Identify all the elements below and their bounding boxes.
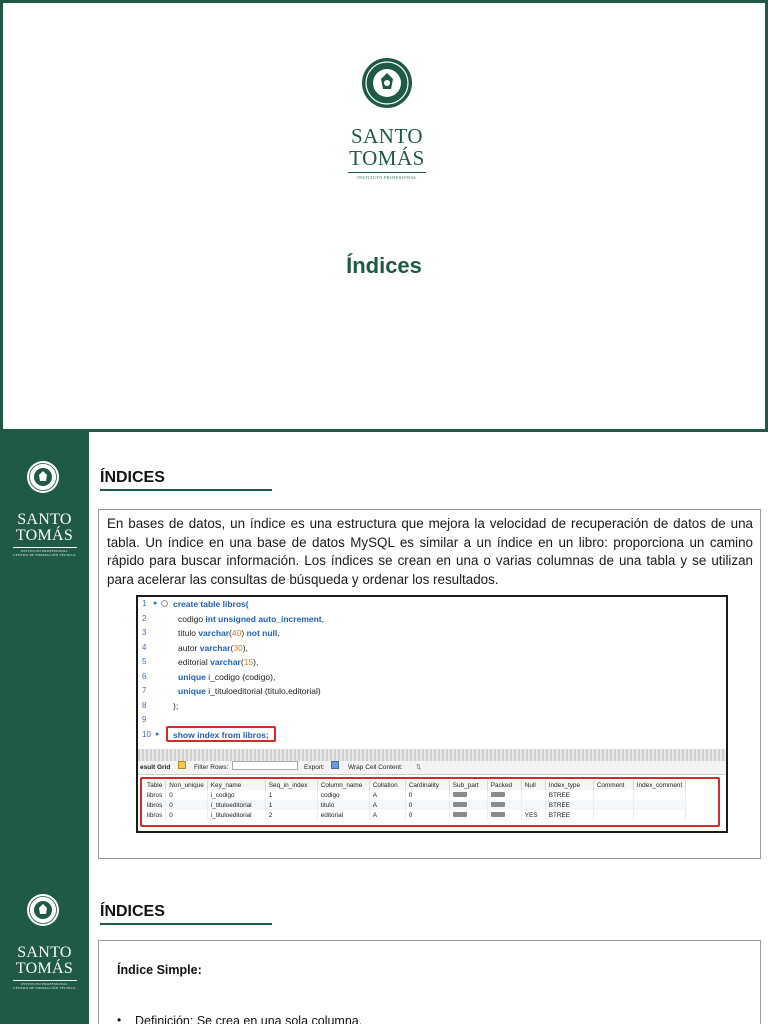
sidebar-brand — [0, 945, 89, 990]
table-cell[interactable] — [633, 810, 685, 820]
column-header[interactable]: Seq_in_index — [265, 780, 317, 790]
code-text: show index from libros; — [173, 729, 269, 740]
santo-tomas-logo — [337, 57, 437, 180]
column-header[interactable]: Cardinality — [405, 780, 449, 790]
table-header-row — [144, 780, 686, 790]
null-blob-icon — [491, 792, 505, 797]
code-text: unique i_codigo (codigo), — [178, 671, 276, 682]
table-cell[interactable]: i_tituloeditorial — [207, 810, 265, 820]
table-cell[interactable]: codigo — [317, 790, 369, 800]
result-toolbar — [138, 761, 726, 775]
column-header[interactable]: Sub_part — [449, 780, 487, 790]
sidebar-brand-sub-2: CENTRO DE FORMACIÓN TÉCNICA — [13, 985, 76, 990]
table-row[interactable] — [144, 800, 686, 810]
code-text: editorial varchar(15), — [178, 657, 259, 667]
content-box — [98, 509, 761, 859]
null-blob-icon — [491, 812, 505, 817]
grid-icon[interactable] — [178, 761, 186, 769]
heading-underline — [100, 489, 272, 491]
code-text: create table libros( — [173, 599, 249, 609]
table-cell[interactable]: A — [369, 800, 405, 810]
null-blob-cell[interactable] — [487, 810, 521, 820]
result-grid-tab[interactable]: esult Grid — [140, 764, 171, 771]
fold-toggle-icon — [161, 600, 168, 607]
filter-rows-input[interactable] — [232, 761, 298, 770]
sidebar-brand-line-2: TOMÁS — [15, 960, 74, 977]
code-text: unique i_tituloeditorial (titulo,editorial) — [178, 686, 321, 696]
table-cell[interactable]: libros — [144, 800, 166, 810]
table-cell[interactable] — [593, 810, 633, 820]
table-cell[interactable]: 0 — [405, 810, 449, 820]
table-cell[interactable]: 2 — [265, 810, 317, 820]
code-text: codigo int unsigned auto_increment, — [178, 613, 324, 624]
line-number: 1 — [142, 599, 147, 608]
table-cell[interactable]: i_codigo — [207, 790, 265, 800]
column-header[interactable]: Index_type — [545, 780, 593, 790]
table-cell[interactable]: 1 — [265, 800, 317, 810]
table-cell[interactable]: 0 — [166, 800, 207, 810]
table-cell[interactable] — [521, 800, 545, 810]
brand-line-1: SANTO — [350, 124, 424, 148]
indices-definition-slide — [0, 432, 768, 865]
line-number: 7 — [142, 686, 147, 695]
table-cell[interactable]: 0 — [405, 800, 449, 810]
line-number: 2 — [142, 613, 147, 623]
line-number: 5 — [142, 657, 147, 666]
sidebar-brand-sub-1: INSTITUTO PROFESIONAL — [20, 982, 68, 986]
column-header[interactable]: Key_name — [207, 780, 265, 790]
table-cell[interactable]: 0 — [405, 790, 449, 800]
line-number: 8 — [142, 700, 147, 710]
table-cell[interactable]: 0 — [166, 810, 207, 820]
table-cell[interactable] — [633, 790, 685, 800]
filter-rows-label: Filter Rows: — [194, 764, 229, 771]
column-header[interactable]: Null — [521, 780, 545, 790]
sidebar-brand-line-1: SANTO — [17, 511, 72, 528]
indice-simple-slide — [0, 865, 768, 1024]
line-number: 4 — [142, 642, 147, 652]
table-cell[interactable]: YES — [521, 810, 545, 820]
table-cell[interactable]: 1 — [265, 790, 317, 800]
column-header[interactable]: Table — [144, 780, 166, 790]
result-grid — [140, 777, 720, 827]
table-cell[interactable]: A — [369, 810, 405, 820]
seal-icon — [361, 57, 413, 109]
title-slide — [0, 0, 768, 432]
table-cell[interactable] — [521, 790, 545, 800]
bullet-text: Definición: Se crea en una sola columna. — [135, 1014, 363, 1024]
column-header[interactable]: Index_comment — [633, 780, 685, 790]
brand-line-2: TOMÁS — [349, 146, 425, 170]
table-row[interactable] — [144, 810, 686, 820]
column-header[interactable]: Comment — [593, 780, 633, 790]
description-paragraph: En bases de datos, un índice es una estructura que mejora la velocidad de recuperación de datos de una tabla. Un índice en una base de datos MySQL es similar a un índice en un libro: proporciona un camino rápido para buscar información. Los índices se crean en una o varias columnas de una tabla y se utilizan para acelerar las consultas de búsqueda y ordenar los resultados. — [107, 516, 753, 587]
column-header[interactable]: Column_name — [317, 780, 369, 790]
null-blob-cell[interactable] — [487, 800, 521, 810]
wrap-cell-icon[interactable]: ⇅ — [416, 764, 422, 771]
line-number: 3 — [142, 628, 147, 637]
table-cell[interactable]: editorial — [317, 810, 369, 820]
sidebar-brand-divider — [13, 980, 77, 981]
seal-icon — [26, 893, 60, 927]
slide-heading: ÍNDICES — [100, 903, 165, 920]
table-cell[interactable]: libros — [144, 790, 166, 800]
bullet-icon: • — [117, 1013, 122, 1024]
exec-dot-icon: ● — [153, 600, 158, 607]
content-box — [98, 940, 761, 1024]
pane-splitter[interactable] — [138, 749, 726, 761]
slide-title: Índices — [346, 253, 422, 278]
table-cell[interactable]: titulo — [317, 800, 369, 810]
line-number: 9 — [142, 715, 147, 724]
table-cell[interactable]: A — [369, 790, 405, 800]
line-number: 10 — [142, 729, 151, 739]
brand-subtitle: INSTITUTO PROFESIONAL — [357, 175, 417, 180]
index-result-table — [144, 780, 686, 820]
null-blob-icon — [491, 802, 505, 807]
table-cell[interactable] — [593, 800, 633, 810]
null-blob-icon — [453, 802, 467, 807]
table-cell[interactable]: libros — [144, 810, 166, 820]
sidebar — [0, 865, 89, 1024]
table-cell[interactable]: i_tituloeditorial — [207, 800, 265, 810]
slide-heading: ÍNDICES — [100, 469, 165, 486]
table-cell[interactable]: BTREE — [545, 810, 593, 820]
null-blob-cell[interactable] — [449, 810, 487, 820]
table-cell[interactable] — [593, 790, 633, 800]
subheading: Índice Simple: — [117, 963, 202, 977]
table-cell[interactable]: BTREE — [545, 790, 593, 800]
column-header[interactable]: Packed — [487, 780, 521, 790]
sql-editor — [138, 597, 726, 749]
wrap-cell-label: Wrap Cell Content: — [348, 764, 403, 771]
highlight-box-show-index — [166, 726, 276, 742]
sidebar-brand-divider — [13, 547, 77, 548]
null-blob-cell[interactable] — [487, 790, 521, 800]
exec-dot-icon: ● — [155, 730, 160, 738]
mysql-workbench-screenshot — [136, 595, 728, 833]
sidebar-brand-sub-1: INSTITUTO PROFESIONAL — [20, 549, 68, 553]
column-header[interactable]: Collation — [369, 780, 405, 790]
sidebar-brand — [0, 512, 89, 557]
export-icon[interactable] — [331, 761, 339, 769]
sidebar-brand-line-2: TOMÁS — [15, 527, 74, 544]
table-cell[interactable] — [633, 800, 685, 810]
sidebar-brand-sub-2: CENTRO DE FORMACIÓN TÉCNICA — [13, 552, 76, 557]
null-blob-cell[interactable] — [449, 800, 487, 810]
table-cell[interactable]: BTREE — [545, 800, 593, 810]
export-label: Export: — [304, 764, 325, 771]
code-text: titulo varchar(40) not null, — [178, 628, 280, 638]
table-cell[interactable]: 0 — [166, 790, 207, 800]
sidebar — [0, 432, 89, 865]
brand-divider — [348, 172, 426, 173]
code-text: ); — [173, 700, 179, 711]
seal-icon — [26, 460, 60, 494]
column-header[interactable]: Non_unique — [166, 780, 207, 790]
sidebar-brand-line-1: SANTO — [17, 944, 72, 961]
null-blob-cell[interactable] — [449, 790, 487, 800]
null-blob-icon — [453, 792, 467, 797]
line-number: 6 — [142, 671, 147, 681]
table-row[interactable] — [144, 790, 686, 800]
null-blob-icon — [453, 812, 467, 817]
heading-underline — [100, 923, 272, 925]
code-text: autor varchar(30), — [178, 642, 248, 653]
